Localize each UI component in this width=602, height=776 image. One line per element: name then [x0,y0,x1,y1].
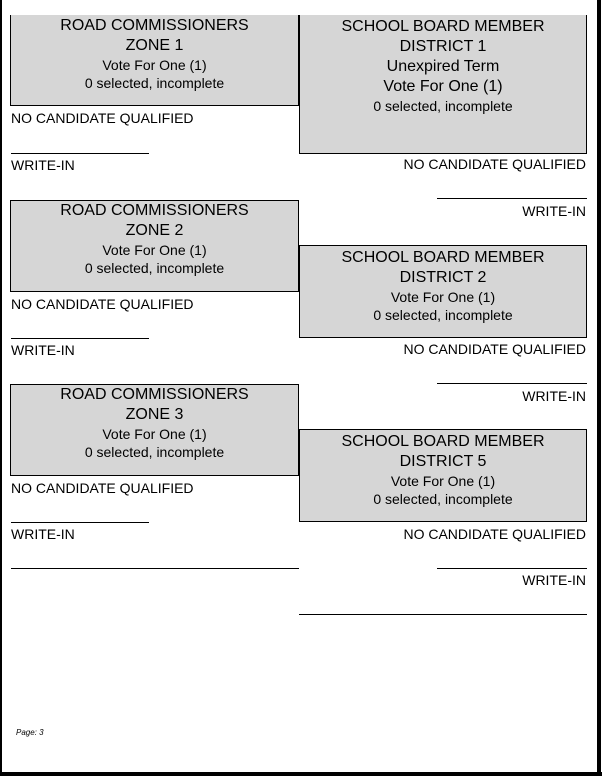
write-in-label[interactable]: WRITE-IN [11,342,75,358]
vote-instruction: Vote For One (1) [390,473,496,489]
page-border-right [597,0,601,776]
contest-term: Unexpired Term [386,58,500,75]
vote-instruction: Vote For One (1) [383,78,503,95]
contest-title: SCHOOL BOARD MEMBER [341,18,545,35]
vote-instruction: Vote For One (1) [102,426,207,442]
write-in-line[interactable] [437,198,587,199]
selection-status: 0 selected, incomplete [84,260,225,276]
write-in-label[interactable]: WRITE-IN [11,157,75,173]
page-number: Page: 3 [16,728,44,737]
selection-status: 0 selected, incomplete [84,75,225,91]
write-in-line[interactable] [11,338,149,339]
write-in-line[interactable] [437,568,587,569]
selection-status: 0 selected, incomplete [84,444,225,460]
contest-subtitle: DISTRICT 2 [399,269,487,286]
selection-status: 0 selected, incomplete [373,491,513,507]
candidate-option[interactable]: NO CANDIDATE QUALIFIED [403,526,586,542]
contest-header-road-zone-3 [10,384,299,476]
contest-title: SCHOOL BOARD MEMBER [341,433,545,450]
contest-title: ROAD COMMISSIONERS [60,17,249,34]
contest-header-road-zone-1 [10,15,299,106]
write-in-line[interactable] [11,522,149,523]
write-in-line[interactable] [11,153,149,154]
contest-header-school-district-5 [299,429,587,522]
candidate-option[interactable]: NO CANDIDATE QUALIFIED [403,156,586,172]
selection-status: 0 selected, incomplete [373,307,513,323]
candidate-option[interactable]: NO CANDIDATE QUALIFIED [11,296,194,312]
write-in-label[interactable]: WRITE-IN [522,203,586,219]
contest-subtitle: ZONE 2 [125,222,184,239]
contest-title: ROAD COMMISSIONERS [60,386,249,403]
column-end-line [11,568,299,569]
contest-subtitle: DISTRICT 1 [399,38,487,55]
contest-subtitle: DISTRICT 5 [399,453,487,470]
column-end-line [299,614,587,615]
selection-status: 0 selected, incomplete [373,98,513,114]
candidate-option[interactable]: NO CANDIDATE QUALIFIED [11,480,194,496]
contest-header-road-zone-2 [10,200,299,292]
write-in-label[interactable]: WRITE-IN [522,572,586,588]
contest-subtitle: ZONE 3 [125,406,184,423]
candidate-option[interactable]: NO CANDIDATE QUALIFIED [11,110,194,126]
vote-instruction: Vote For One (1) [390,289,496,305]
contest-header-school-district-2 [299,245,587,338]
page-border-bottom [0,772,602,776]
write-in-label[interactable]: WRITE-IN [522,388,586,404]
page-border-left [0,0,2,776]
vote-instruction: Vote For One (1) [102,57,207,73]
contest-title: SCHOOL BOARD MEMBER [341,249,545,266]
candidate-option[interactable]: NO CANDIDATE QUALIFIED [403,341,586,357]
write-in-line[interactable] [437,383,587,384]
vote-instruction: Vote For One (1) [102,242,207,258]
write-in-label[interactable]: WRITE-IN [11,526,75,542]
contest-title: ROAD COMMISSIONERS [60,202,249,219]
contest-header-school-district-1 [299,15,587,154]
contest-subtitle: ZONE 1 [125,37,184,54]
